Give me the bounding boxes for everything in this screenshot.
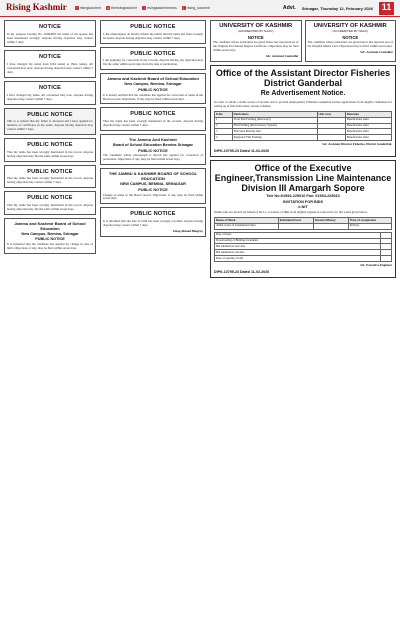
notice-body: In my passport bearing No. Z5964697 the name of my spouse has been mentioned wrongly. Anyone having objection may contact within 7 days. (7, 31, 93, 44)
column-1 (4, 20, 96, 257)
table-header: Name of Work (215, 218, 279, 224)
jkbose-body: The candidate whose photograph is shown has applied for correction of particulars. Objections, if any, may be filed within seven days. (103, 153, 203, 162)
notice-title: PUBLIC NOTICE (130, 211, 176, 218)
jkbose-subtitle: NEW CAMPUS, BEMINA, SRINAGAR (120, 182, 186, 187)
table-header: Particulars (232, 111, 317, 117)
notice-box (4, 138, 96, 162)
jkbose-notice (100, 168, 206, 204)
notice-box (4, 20, 96, 47)
notice-body: That my name has been wrongly mentioned in the record. Anyone having objection may file the same within seven days. (7, 149, 93, 158)
jkbose-subtitle: Board of School Education Bemina Srinagar (113, 142, 193, 147)
jkbose-body: It is informed that the candidate has applied for change in date of birth. Objections, if any, may be filed within seven days. (7, 242, 93, 251)
notice-body: That my name has been wrongly mentioned in the records. Anyone having objection may contact within 7 days. (103, 119, 203, 128)
jkbose-body: It is hereby notified that the candidate has applied for correction of name in the Board records. Objections, if any, may be filed within seven days. (103, 92, 203, 101)
notice-body: That my name has been wrongly mentioned in the record. Anyone having objection may file the same within seven days. (7, 203, 93, 211)
tender-subtitle: INVITATION FOR BIDS (282, 199, 324, 204)
notice-box (4, 108, 96, 135)
jkbose-heading: PUBLIC NOTICE (35, 237, 65, 242)
notice-title: PUBLIC NOTICE (130, 50, 176, 57)
university-signature: Sd/- Assistant Controller (265, 53, 299, 58)
university-accreditation: (ACCREDITED BY NAAC) (332, 29, 368, 34)
notice-title: PUBLIC NOTICE (27, 195, 73, 202)
column-2 (100, 20, 206, 240)
university-notice-body: The candidate whose particulars are given below has reported loss of the Original Marks Card. Objections may be filed within seven days. (307, 40, 393, 49)
jkbose-heading: PUBLIC NOTICE (138, 187, 168, 192)
social-links (75, 6, 210, 10)
table-header: S.No (215, 111, 233, 117)
university-signature: Sd/- Assistant Controller (360, 49, 393, 54)
notice-title: PUBLIC NOTICE (27, 168, 73, 175)
university-notice-right (305, 20, 397, 62)
page-header (0, 0, 400, 17)
jkbose-heading: PUBLIC NOTICE (138, 87, 168, 92)
jkbose-title: The Jammu And Kashmir (128, 136, 178, 142)
table-row: 4 Integrated Fish Farming Beneficiaries share (215, 135, 392, 141)
table-row: 2 Fish Farming (Recirculatory System) Beneficiaries share (215, 123, 392, 129)
notice-title: PUBLIC NOTICE (27, 111, 73, 118)
jkbose-heading: PUBLIC NOTICE (138, 148, 168, 153)
table-row: Downloading of Bidding documents (215, 238, 392, 244)
notice-title: PUBLIC NOTICE (130, 111, 176, 118)
notice-title: NOTICE (39, 24, 61, 30)
university-notice-label: NOTICE (247, 34, 264, 40)
jkbose-subtitle: New Campus, Bemina, Srinagar (21, 231, 79, 236)
university-notice-body: The candidate whose particulars are given below has reported loss of the Original Provisional Degree Certificate. Objections may be filed within seven days. (213, 40, 299, 52)
masthead-logo: Rising Kashmir (6, 2, 67, 13)
tender-title: Office of the Executive Engineer,Transmission Line Maintenance Division III Amargarh Sopore (214, 163, 392, 194)
page-number: 11 (379, 2, 394, 15)
notice-body: I have changed my name. All concerned may note. Anyone having objection may contact within 7 days. (7, 92, 93, 101)
university-name: UNIVERSITY OF KASHMIR (219, 23, 293, 29)
fisheries-body: In order to obtain a stable source of income and to provide employment, Fisheries Ganderbal invites applications from eligible candidates for setting up of fish units under various schemes. (214, 100, 392, 109)
tender-schedule-table (214, 232, 392, 262)
social-instagram[interactable]: i risingkashmirnews (143, 5, 177, 10)
fisheries-dipk-code: DIPK-10795-23 Dated 11-02-2026 (214, 148, 270, 153)
social-facebook[interactable]: f risingkashmir (76, 5, 101, 10)
jkbose-notice (100, 73, 206, 104)
university-notices (210, 20, 396, 62)
table-row: 1 Trout Fish Farming (Raceways) Beneficiaries share (215, 117, 392, 123)
notice-box (100, 20, 206, 44)
university-notice-label: NOTICE (342, 34, 359, 40)
fisheries-signature: Sd/- Assistant Director Fisheries, District Ganderbal. (322, 141, 392, 146)
notice-body: I am applying for correction in my records. Anyone having any objection may file the same within seven days from the date of publication. (103, 58, 203, 67)
jkbose-body: Change of name in the Board record. Objections, if any, may be filed within seven days. (103, 192, 203, 201)
tender-telephone: Tele No:01954-225010 Fax: 01954-225010 (266, 194, 340, 198)
table-row: Date of opening of bids (215, 255, 392, 261)
tender-signature: Sd/- Executive Engineer (360, 262, 392, 267)
notice-title: PUBLIC NOTICE (27, 141, 73, 148)
jkbose-subtitle: New Campus, Bemina, Srinagar (124, 82, 182, 87)
notice-body: I have changed my name from (Old name) to (New name). All concerned may note. Anyone having objection may contact within 7 days. (7, 62, 93, 75)
notice-box (100, 207, 206, 236)
table-row: Bid submission end date (215, 250, 392, 256)
table-row: Bid submission start date (215, 244, 392, 250)
globe-icon: w (106, 5, 110, 10)
fisheries-advertisement (210, 65, 396, 158)
social-twitter[interactable]: t rising_kashmir (183, 5, 210, 10)
facebook-icon: f (76, 5, 78, 10)
column-3 (210, 20, 396, 278)
fisheries-table (214, 111, 392, 141)
notice-box (4, 191, 96, 215)
university-notice-left (210, 20, 302, 62)
tender-table (214, 217, 392, 230)
tender-body: Online bids are invited on behalf of the Lt. Governor of J&K from eligible registered contractors for the works given below. (214, 210, 368, 215)
table-row: Date of Issue (215, 232, 392, 238)
fisheries-title: Office of the Assistant Director Fisheries District Ganderbal (215, 67, 391, 88)
tender-notice (210, 160, 396, 278)
table-header: Earnest Money (314, 218, 349, 224)
notice-box (4, 81, 96, 105)
notice-title: NOTICE (39, 84, 61, 91)
jkbose-title: THE JAMMU & KASHMIR BOARD OF SCHOOL EDUCATION (108, 171, 198, 182)
tender-nit-label: e-NIT (298, 205, 308, 210)
twitter-icon: t (183, 5, 185, 10)
jkbose-title: Jammu and Kashmir Board of School Education (107, 76, 199, 82)
notice-body: That my name has been wrongly mentioned in the record. Anyone having objection may contact within 7 days. (7, 176, 93, 185)
fisheries-subtitle: Re Advertisement Notice. (260, 90, 346, 98)
social-website[interactable]: w therisingkashmir (106, 5, 138, 10)
notice-box (4, 165, 96, 189)
university-accreditation: (ACCREDITED BY NAAC) (238, 29, 274, 34)
jkbose-title: Jammu and Kashmir Board of School Education (14, 220, 86, 231)
notice-signature: Ishaq Ahmad Bhagray (173, 228, 203, 233)
table-header: Estimated Cost (278, 218, 313, 224)
jkbose-notice (4, 218, 96, 254)
table-row: 3 Fish Seed Rearing Unit Beneficiaries share (215, 129, 392, 135)
notice-body: It is informed that the date of birth has been wrongly recorded. Anyone having objection may contact within 7 days. (103, 219, 203, 228)
tender-dipk-code: DIPK-10795-23 Dated 11-02-2026 (214, 269, 270, 274)
dateline: Srinagar, Thursday 12, February 2026 (301, 5, 373, 11)
instagram-icon: i (143, 5, 145, 10)
jkbose-notice (100, 134, 206, 165)
table-header: Time of completion (348, 218, 391, 224)
table-row: Allied works of transmission lines. 60 Days (215, 223, 392, 229)
notice-title: NOTICE (39, 54, 61, 61)
notice-box (4, 50, 96, 77)
university-name: UNIVERSITY OF KASHMIR (313, 23, 387, 29)
notice-box (100, 107, 206, 131)
notice-body: I, the undersigned, do hereby inform the public that my name has been wrongly recorded. Anyone having objection may contact within 7 days. (103, 31, 203, 40)
notice-box (100, 47, 206, 71)
table-header: Remarks (345, 111, 391, 117)
notice-title: PUBLIC NOTICE (130, 24, 176, 30)
table-header: Unit cost (317, 111, 345, 117)
section-label: Advt. (282, 4, 296, 11)
notice-body: This is to inform that my father is deceased and I have applied for issuance of certificates in my name. Anyone having objection may contact within 7 days. (7, 119, 93, 132)
